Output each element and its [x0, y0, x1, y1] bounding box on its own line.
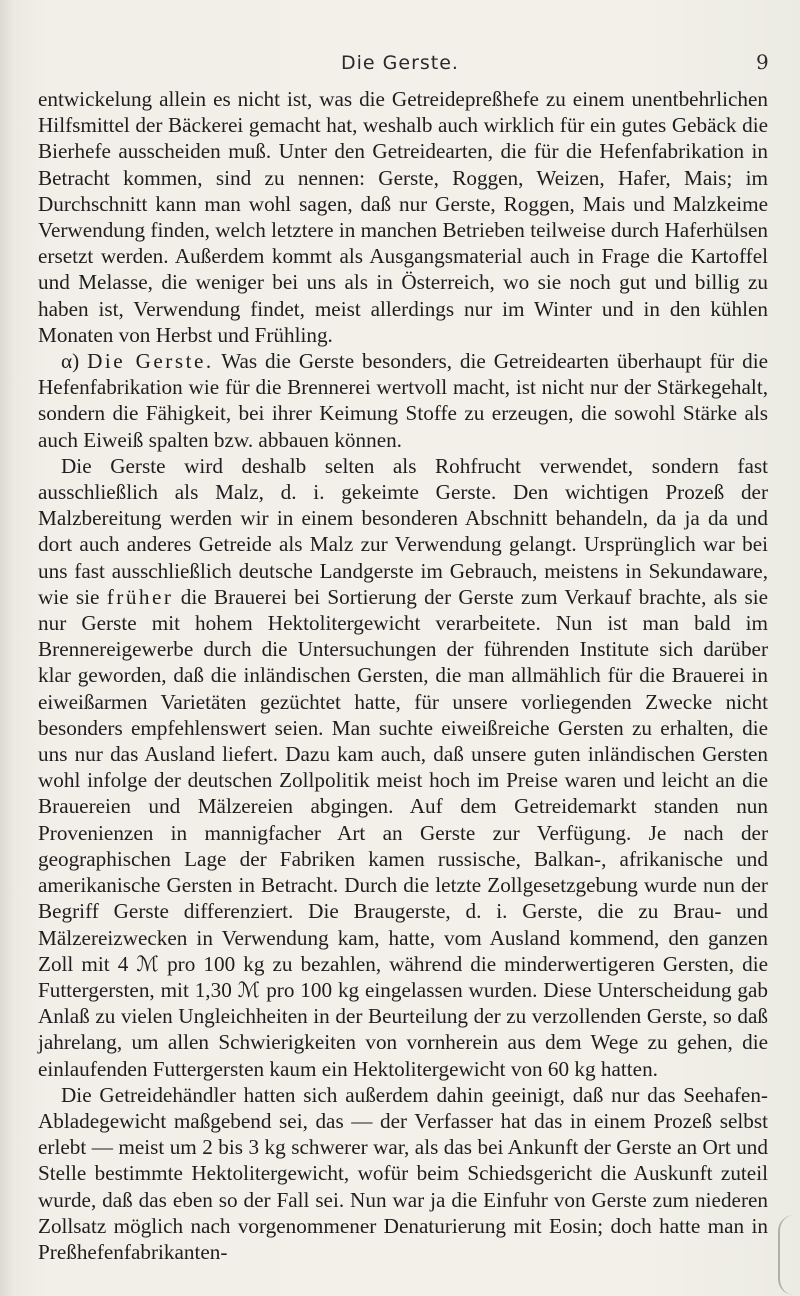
running-title: Die Gerste.	[341, 52, 459, 74]
paragraph-2	[38, 348, 768, 453]
paragraph-3-part-a: Die Gerste wird deshalb selten als Rohfrucht verwendet, sondern fast ausschließlich als Malz, d. i. gekeimte Gerste. Den wichtigen Prozeß der Malzbereitung werden wir in einem besonderen Abschnitt behandeln, da ja da und dort auch anderes Getreide als Malz zur Verwendung gelangt. Ursprünglich war bei uns fast ausschließlich deutsche Landgerste im Gebrauch, meistens in Sekundaware, wie sie	[38, 453, 768, 609]
paragraph-1: entwickelung allein es nicht ist, was die Getreidepreßhefe zu einem unentbehrlichen Hilfsmittel der Bäckerei gemacht hat, weshalb auch wirklich für ein gutes Gebäck die Bierhefe ausscheiden muß. Unter den Getreidearten, die für die Hefenfabrikation in Betracht kommen, sind zu nennen: Gerste, Roggen, Weizen, Hafer, Mais; im Durchschnitt kann man wohl sagen, daß nur Gerste, Roggen, Mais und Malzkeime Verwendung finden, welch letztere in manchen Betrieben teilweise durch Haferhülsen ersetzt werden. Außerdem kommt als Ausgangsmaterial auch in Frage die Kartoffel und Melasse, die weniger bei uns als in Österreich, wo sie noch gut und billig zu haben ist, Verwendung findet, meist allerdings nur im Winter und in den kühlen Monaten von Herbst und Frühling.	[38, 87, 768, 347]
section-label: α)	[61, 349, 80, 374]
section-heading: Die Gerste.	[87, 349, 214, 374]
binding-shadow	[0, 0, 14, 1296]
page-edge-mark	[778, 1215, 794, 1295]
body-text	[38, 86, 768, 1265]
page-number: 9	[756, 50, 769, 74]
paragraph-3-part-b: die Brauerei bei Sortierung der Gerste zum Verkauf brachte, als sie nur Gerste mit hohem Hektolitergewicht verarbeitete. Nun ist man bald im Brennereigewerbe durch die Untersuchungen der führenden Institute sich darüber klar geworden, daß die inländischen Gersten, die man allmählich für die Brauerei in eiweißarmen Varietäten gezüchtet hatte, für unsere vorliegenden Zwecke nicht besonders empfehlenswert seien. Man suchte eiweißreiche Gersten zu erhalten, die uns nur das Ausland liefert. Dazu kam auch, daß unsere guten inländischen Gersten wohl infolge der deutschen Zollpolitik meist hoch im Preise waren und leicht an die Brauereien und Mälzereien abgingen. Auf dem Getreidemarkt standen nun Provenienzen in mannigfacher Art an Gerste zur Verfügung. Je nach der geographischen Lage der Fabriken kamen russische, Balkan-, afrikanische und amerikanische Gersten in Betracht. Durch die letzte Zollgesetzgebung wurde nun der Begriff Gerste differenziert. Die Braugerste, d. i. Gerste, die zu Brau- und Mälzereizwecken in Verwendung kam, hatte, vom Ausland kommend, den ganzen Zoll mit 4 ℳ pro 100 kg zu bezahlen, während die minderwertigeren Gersten, die Futtergersten, mit 1,30 ℳ pro 100 kg eingelassen wurden. Diese Unterscheidung gab Anlaß zu vielen Ungleichheiten in der Beurteilung der zu verzollenden Gerste, so daß jahrelang, um allen Schwierigkeiten von vornherein aus dem Wege zu gehen, die einlaufenden Futtergersten kaum ein Hektolitergewicht von 60 kg hatten.	[38, 584, 769, 1081]
paragraph-2-text: Was die Gerste besonders, die Getreidearten überhaupt für die Hefenfabrikation wie für die Brennerei wertvoll macht, ist nicht nur der Stärkegehalt, sondern die Fähigkeit, bei ihrer Keimung Stoffe zu erzeugen, die sowohl Stärke als auch Eiweiß spalten bzw. abbauen können.	[38, 349, 768, 452]
paragraph-3	[38, 453, 768, 1082]
paragraph-4: Die Getreidehändler hatten sich außerdem dahin geeinigt, daß nur das Seehafen-Abladegewicht maßgebend sei, das — der Verfasser hat das in einem Prozeß selbst erlebt — meist um 2 bis 3 kg schwerer war, als das bei Ankunft der Gerste an Ort und Stelle bestimmte Hektolitergewicht, wofür beim Schiedsgericht die Auskunft zuteil wurde, daß das eben so der Fall sei. Nun war ja die Einfuhr von Gerste zum niederen Zollsatz möglich nach vorgenommener Denaturierung mit Eosin; doch hatte man in Preßhefenfabrikanten-	[38, 1082, 768, 1264]
emphasized-word: früher	[106, 584, 174, 609]
